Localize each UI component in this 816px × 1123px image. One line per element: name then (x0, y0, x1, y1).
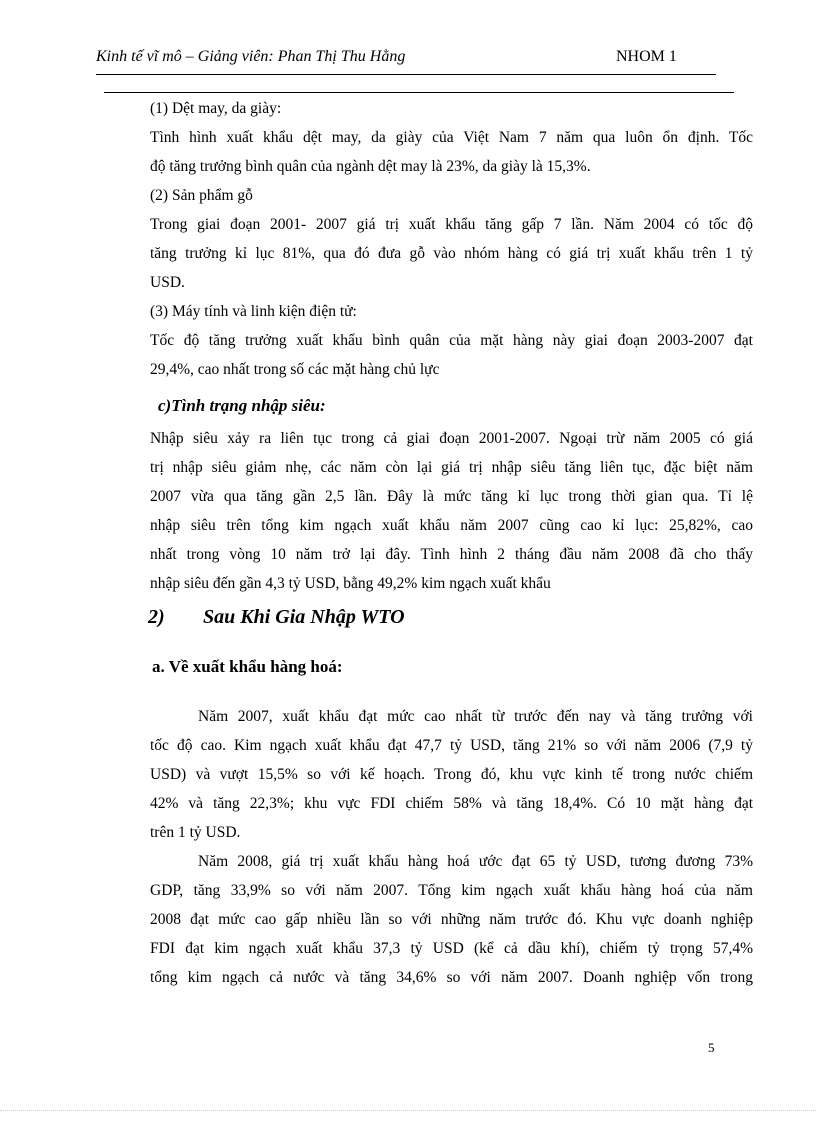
item1-line: Tình hình xuất khẩu dệt may, da giày của Việt Nam 7 năm qua luôn ổn định. Tốc (150, 129, 753, 146)
item1-line: độ tăng trưởng bình quân của ngành dệt may là 23%, da giày là 15,3%. (150, 158, 591, 175)
paragraph-line: trị nhập siêu giảm nhẹ, các năm còn lại giá trị nhập siêu tăng liên tục, đặc biệt năm (150, 459, 753, 476)
paragraph-line: nhất trong vòng 10 năm trở lại đây. Tình hình 2 tháng đầu năm 2008 đã cho thấy (150, 546, 753, 563)
page-number: 5 (708, 1040, 715, 1055)
trade-deficit-paragraph (150, 424, 753, 598)
paragraph-line: 2008 đạt mức cao gấp nhiều lần so với những năm trước đó. Khu vực doanh nghiệp (150, 911, 753, 928)
paragraph-line: Năm 2007, xuất khẩu đạt mức cao nhất từ trước đến nay và tăng trưởng với (198, 708, 753, 725)
item3-title: (3) Máy tính và linh kiện điện tử: (150, 303, 357, 320)
paragraph-line: Năm 2008, giá trị xuất khẩu hàng hoá ước đạt 65 tỷ USD, tương đương 73% (198, 853, 753, 870)
paragraph-line: GDP, tăng 33,9% so với năm 2007. Tổng kim ngạch xuất khẩu hàng hoá của năm (150, 882, 753, 899)
section-heading-after-wto (148, 606, 405, 629)
item2-line: USD. (150, 274, 185, 291)
exports-paragraph-2008 (150, 847, 753, 992)
paragraph-line: nhập siêu đến gần 4,3 tỷ USD, bằng 49,2% kim ngạch xuất khẩu (150, 575, 551, 592)
page-bottom-edge (0, 1110, 816, 1111)
subheading-exports: a. Về xuất khẩu hàng hoá: (152, 657, 343, 676)
paragraph-line: USD) và vượt 15,5% so với kế hoạch. Trong đó, khu vực kinh tế trong nước chiếm (150, 766, 753, 783)
item3-line: Tốc độ tăng trưởng xuất khẩu bình quân của mặt hàng này giai đoạn 2003-2007 đạt (150, 332, 753, 349)
section-title: Sau Khi Gia Nhập WTO (203, 606, 405, 628)
item3-line: 29,4%, cao nhất trong số các mặt hàng chủ lực (150, 361, 440, 378)
header-rule (96, 74, 716, 75)
paragraph-line: Nhập siêu xảy ra liên tục trong cả giai đoạn 2001-2007. Ngoại trừ năm 2005 có giá (150, 430, 753, 447)
header-group-label: NHOM 1 (616, 48, 677, 65)
heading-trade-deficit: c)Tình trạng nhập siêu: (158, 396, 326, 415)
export-items-block (150, 94, 753, 384)
item2-line: tăng trưởng kỉ lục 81%, qua đó đưa gỗ vào nhóm hàng có giá trị xuất khẩu trên 1 tỷ (150, 245, 753, 262)
section-number: 2) (148, 606, 165, 628)
exports-paragraph-2007 (150, 702, 753, 847)
page-header (96, 48, 716, 76)
paragraph-line: tổng kim ngạch cả nước và tăng 34,6% so với năm 2007. Doanh nghiệp vốn trong (150, 969, 753, 986)
header-course-title: Kinh tế vĩ mô – Giảng viên: Phan Thị Thu Hằng (96, 48, 406, 65)
paragraph-line: trên 1 tỷ USD. (150, 824, 241, 841)
header-rule-secondary (104, 92, 734, 93)
paragraph-line: 42% và tăng 22,3%; khu vực FDI chiếm 58% và tăng 18,4%. Có 10 mặt hàng đạt (150, 795, 753, 812)
paragraph-line: FDI đạt kim ngạch xuất khẩu 37,3 tỷ USD (kể cả dầu khí), chiếm tỷ trọng 57,4% (150, 940, 753, 957)
paragraph-line: tốc độ cao. Kim ngạch xuất khẩu đạt 47,7 tỷ USD, tăng 21% so với năm 2006 (7,9 tỷ (150, 737, 753, 754)
paragraph-line: 2007 vừa qua tăng gần 2,5 lần. Đây là mức tăng kỉ lục trong thời gian qua. Tỉ lệ (150, 488, 753, 505)
item1-title: (1) Dệt may, da giày: (150, 100, 282, 117)
paragraph-line: nhập siêu trên tổng kim ngạch xuất khẩu năm 2007 cũng cao kỉ lục: 25,82%, cao (150, 517, 753, 534)
item2-line: Trong giai đoạn 2001- 2007 giá trị xuất khẩu tăng gấp 7 lần. Năm 2004 có tốc độ (150, 216, 753, 233)
item2-title: (2) Sản phẩm gỗ (150, 187, 253, 204)
